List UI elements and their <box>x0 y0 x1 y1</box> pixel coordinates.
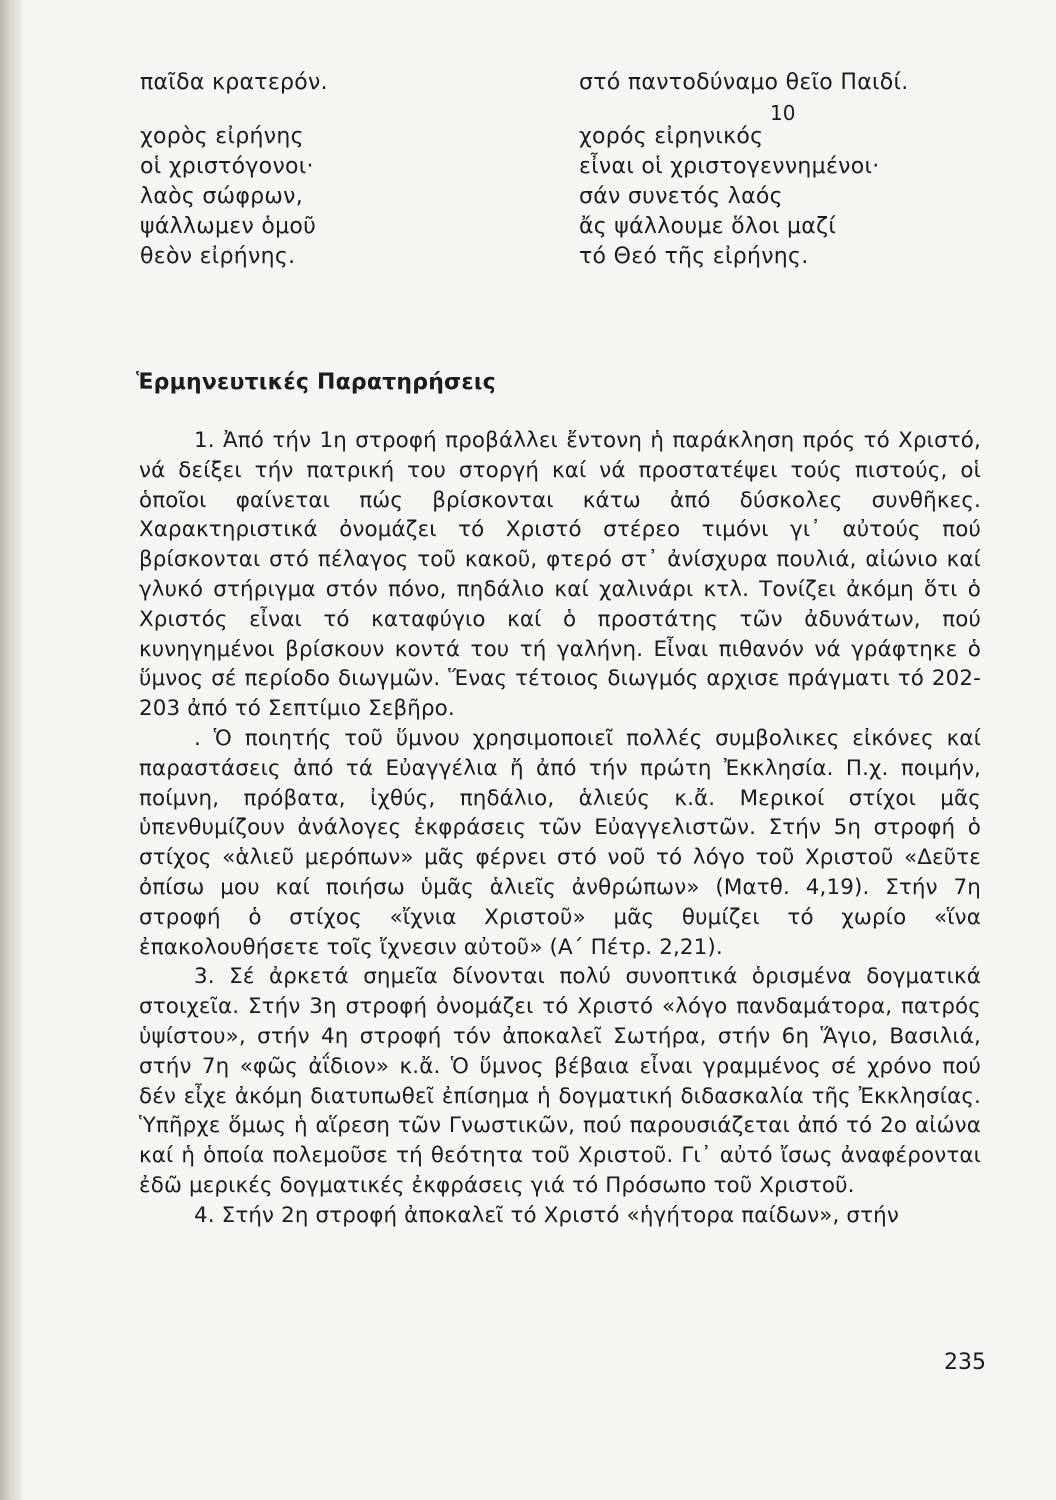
commentary-paragraph: . Ὁ ποιητής τοῦ ὕμνου χρησιμοποιεῖ πολλές συμβολικες εἰκόνες καί παραστάσεις ἀπό τά Εὐαγγέλια ἤ ἀπό τήν πρώτη Ἐκκλησία. Π.χ. ποιμήν, ποίμνη, πρόβατα, ἰχθύς, πηδάλιο, ἁλιεύς κ.ἄ. Μερικοί στίχοι μᾶς ὑπενθυμίζουν ἀνάλογες ἐκφράσεις τῶν Εὐαγγελιστῶν. Στήν 5η στροφή ὁ στίχος «ἁλιεῦ μερόπων» μᾶς φέρνει στό νοῦ τό λόγο τοῦ Χριστοῦ «Δεῦτε ὀπίσω μου καί ποιήσω ὑμᾶς ἁλιεῖς ἀνθρώπων» (Ματθ. 4,19). Στήν 7η στροφή ὁ στίχος «ἴχνια Χριστοῦ» μᾶς θυμίζει τό χωρίο «ἵνα ἐπακολουθήσετε τοῖς ἴχνεσιν αὐτοῦ» (Α΄ Πέτρ. 2,21). <box>139 725 981 960</box>
poem-original-column <box>140 68 328 272</box>
commentary-body <box>139 426 981 1231</box>
section-heading: Ἑρμηνευτικές Παρατηρήσεις <box>136 370 496 395</box>
poem-translation-column <box>579 68 909 272</box>
poem-original-line: παῖδα κρατερόν. <box>140 70 328 95</box>
poem-original-line: λαὸς σώφρων, <box>140 184 304 209</box>
poem-translation-line: σάν συνετός λαός <box>579 184 783 209</box>
poem-translation-line: χορός εἰρηνικός <box>579 124 764 149</box>
page-number: 235 <box>944 1350 986 1375</box>
poem-original-line: οἱ χριστόγονοι· <box>140 154 314 179</box>
poem-translation-line: ἄς ψάλλουμε ὅλοι μαζί <box>579 214 837 239</box>
commentary-paragraph: 3. Σέ ἀρκετά σημεῖα δίνονται πολύ συνοπτικά ὁρισμένα δογματικά στοιχεῖα. Στήν 3η στροφή ὀνομάζει τό Χριστό «λόγο πανδαμάτορα, πατρός ὑψίστου», στήν 4η στροφή τόν ἀποκαλεῖ Σωτήρα, στήν 6η Ἅγιο, Βασιλιά, στήν 7η «φῶς ἀΐδιον» κ.ἄ. Ὁ ὕμνος βέβαια εἶναι γραμμένος σέ χρόνο πού δέν εἶχε ἀκόμη διατυπωθεῖ ἐπίσημα ἡ δογματική διδασκαλία τῆς Ἐκκλησίας. Ὑπῆρχε ὅμως ἡ αἵρεση τῶν Γνωστικῶν, πού παρουσιάζεται ἀπό τό 2ο αἰώνα καί ἡ ὁποία πολεμοῦσε τή θεότητα τοῦ Χριστοῦ. Γι᾽ αὐτό ἴσως ἀναφέρονται ἐδῶ μερικές δογματικές ἐκφράσεις γιά τό Πρόσωπο τοῦ Χριστοῦ. <box>139 964 981 1198</box>
poem-translation-line: στό παντοδύναμο θεῖο Παιδί. <box>579 70 909 95</box>
poem-translation-line: εἶναι οἱ χριστογεννημένοι· <box>579 154 880 179</box>
poem-translation-line: τό Θεό τῆς εἰρήνης. <box>579 244 809 269</box>
poem-original-line: ψάλλωμεν ὁμοῦ <box>140 214 317 239</box>
book-binding-shadow <box>0 0 22 1500</box>
commentary-paragraph: 4. Στήν 2η στροφή ἀποκαλεῖ τό Χριστό «ἡγήτορα παίδων», στήν <box>194 1202 899 1228</box>
poem-original-line: χορὸς εἰρήνης <box>140 124 304 149</box>
poem-original-line: θεὸν εἰρήνης. <box>140 244 296 269</box>
verse-line-number: 10 <box>770 101 796 125</box>
commentary-paragraph: 1. Ἀπό τήν 1η στροφή προβάλλει ἔντονη ἡ παράκληση πρός τό Χριστό, νά δείξει τήν πατρική του στοργή καί νά προστατέψει τούς πιστούς, οἱ ὁποῖοι φαίνεται πώς βρίσκονται κάτω ἀπό δύσκολες συνθῆκες. Χαρακτηριστικά ὀνομάζει τό Χριστό στέρεο τιμόνι γι᾽ αὐτούς πού βρίσκονται στό πέλαγος τοῦ κακοῦ, φτερό στ᾽ ἀνίσχυρα πουλιά, αἰώνιο καί γλυκό στήριγμα στόν πόνο, πηδάλιο καί χαλινάρι κτλ. Τονίζει ἀκόμη ὅτι ὁ Χριστός εἶναι τό καταφύγιο καί ὁ προστάτης τῶν ἀδυνάτων, πού κυνηγημένοι βρίσκουν κοντά του τή γαλήνη. Εἶναι πιθανόν νά γράφτηκε ὁ ὕμνος σέ περίοδο διωγμῶν. Ἕνας τέτοιος διωγμός αρχισε πράγματι τό 202-203 ἀπό τό Σεπτίμιο Σεβῆρο. <box>139 428 981 722</box>
